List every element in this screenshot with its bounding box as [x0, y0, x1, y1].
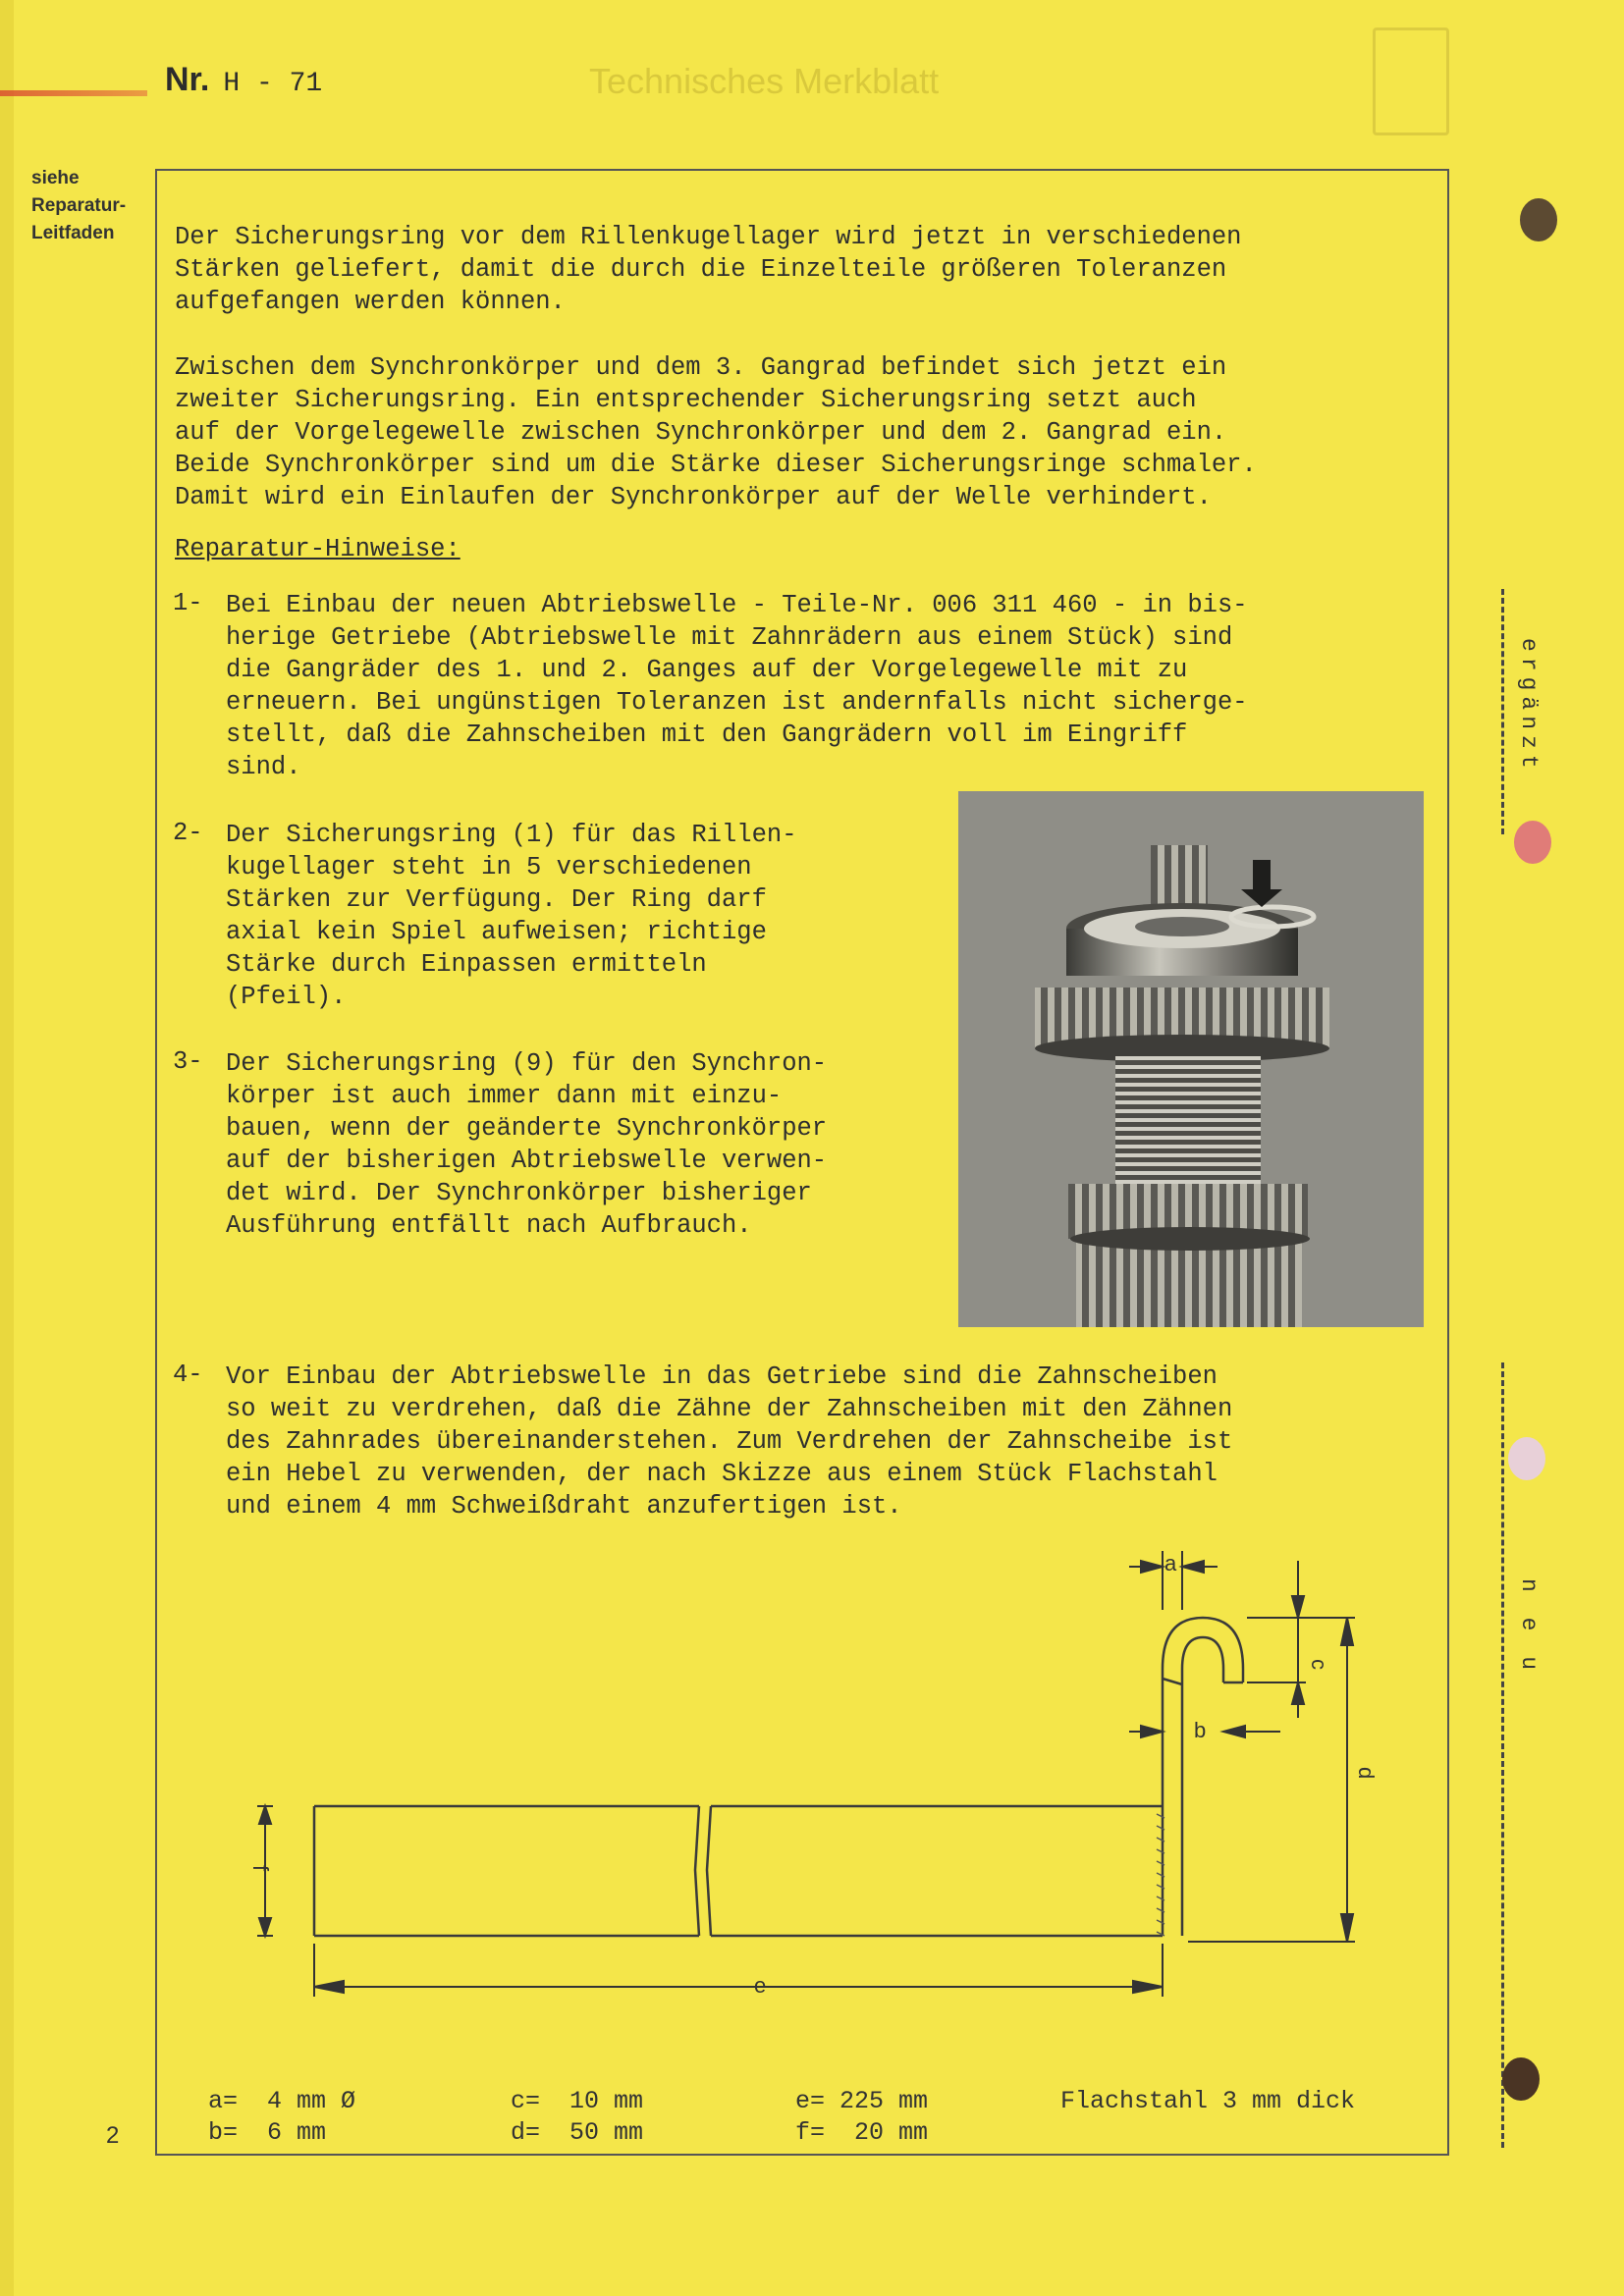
- neu-label: n e u: [1516, 1578, 1542, 1677]
- paragraph-1: Der Sicherungsring vor dem Rillenkugellager wird jetzt in verschiedenen Stärken geliefert, damit die durch die Einzelteile größeren Toleranzen aufgefangen werden können.: [175, 223, 1242, 316]
- side-note-line-1: siehe: [31, 168, 80, 188]
- repair-notes-heading: Reparatur-Hinweise:: [175, 535, 460, 563]
- ghost-title: Technisches Merkblatt: [589, 61, 940, 101]
- legend-c: c= 10 mm: [511, 2087, 644, 2115]
- legend-f: f= 20 mm: [795, 2118, 929, 2147]
- legend-d: d= 50 mm: [511, 2118, 644, 2147]
- item-4-number: 4-: [173, 1361, 203, 1389]
- dim-label-b: b: [1194, 1718, 1207, 1742]
- dim-label-a: a: [1164, 1551, 1177, 1575]
- item-3-number: 3-: [173, 1047, 203, 1076]
- dim-label-d: d: [1354, 1767, 1379, 1780]
- number-prefix: Nr.: [165, 61, 210, 98]
- dim-label-c: c: [1307, 1659, 1331, 1670]
- legend-material: Flachstahl 3 mm dick: [1060, 2087, 1356, 2115]
- item-3-text: Der Sicherungsring (9) für den Synchron- körper ist auch immer dann mit einzu- bauen, wenn der geänderte Synchronkörper auf der bisherigen Abtriebswelle verwen- det wird. Der Synchronkörper bisheriger Ausführung entfällt nach Aufbrauch.: [226, 1049, 828, 1240]
- item-2-text: Der Sicherungsring (1) für das Rillen- kugellager steht in 5 verschiedenen Stärken zur Verfügung. Der Ring darf axial kein Spiel aufweisen; richtige Stärke durch Einpassen ermitteln (Pfeil).: [226, 821, 797, 1011]
- item-1-number: 1-: [173, 589, 203, 617]
- paragraph-2: Zwischen dem Synchronkörper und dem 3. Gangrad befindet sich jetzt ein zweiter Sicherungsring. Ein entsprechender Sicherungsring setzt auch auf der Vorgelegewelle zwischen Synchronkörper und dem 2. Gangrad ein. Beide Synchronkörper sind um die Stärke dieser Sicherungsringe schmaler. Damit wird ein Einlaufen der Synchronkörper auf der Welle verhindert.: [175, 353, 1257, 511]
- side-note-line-2: Reparatur-: [31, 195, 127, 216]
- item-1-text: Bei Einbau der neuen Abtriebswelle - Teile-Nr. 006 311 460 - in bis- herige Getriebe (Abtriebswelle mit Zahnrädern aus einem Stück) sind die Gangräder des 1. und 2. Ganges auf der Vorgelegewelle mit zu erneuern. Bei ungünstigen Toleranzen ist andernfalls nicht sicherge- stellt, daß die Zahnscheiben mit den Gangrädern voll im Eingriff sind.: [226, 591, 1248, 781]
- page-number: 2: [106, 2122, 120, 2149]
- number-value: H - 71: [223, 69, 323, 99]
- legend-a: a= 4 mm Ø: [208, 2087, 356, 2115]
- item-4-text: Vor Einbau der Abtriebswelle in das Getriebe sind die Zahnscheiben so weit zu verdrehen, daß die Zähne der Zahnscheiben mit den Zähnen des Zahnrades übereinanderstehen. Zum Verdrehen der Zahnscheibe ist ein Hebel zu verwenden, der nach Skizze aus einem Stück Flachstahl und einem 4 mm Schweißdraht anzufertigen ist.: [226, 1362, 1233, 1521]
- item-2-number: 2-: [173, 819, 203, 847]
- dim-label-f: f: [248, 1865, 273, 1872]
- dim-label-e: e: [754, 1973, 767, 1998]
- side-note-line-3: Leitfaden: [31, 223, 115, 243]
- ergaenzt-label: ergänzt: [1516, 638, 1542, 774]
- legend-b: b= 6 mm: [208, 2118, 327, 2147]
- legend-e: e= 225 mm: [795, 2087, 929, 2115]
